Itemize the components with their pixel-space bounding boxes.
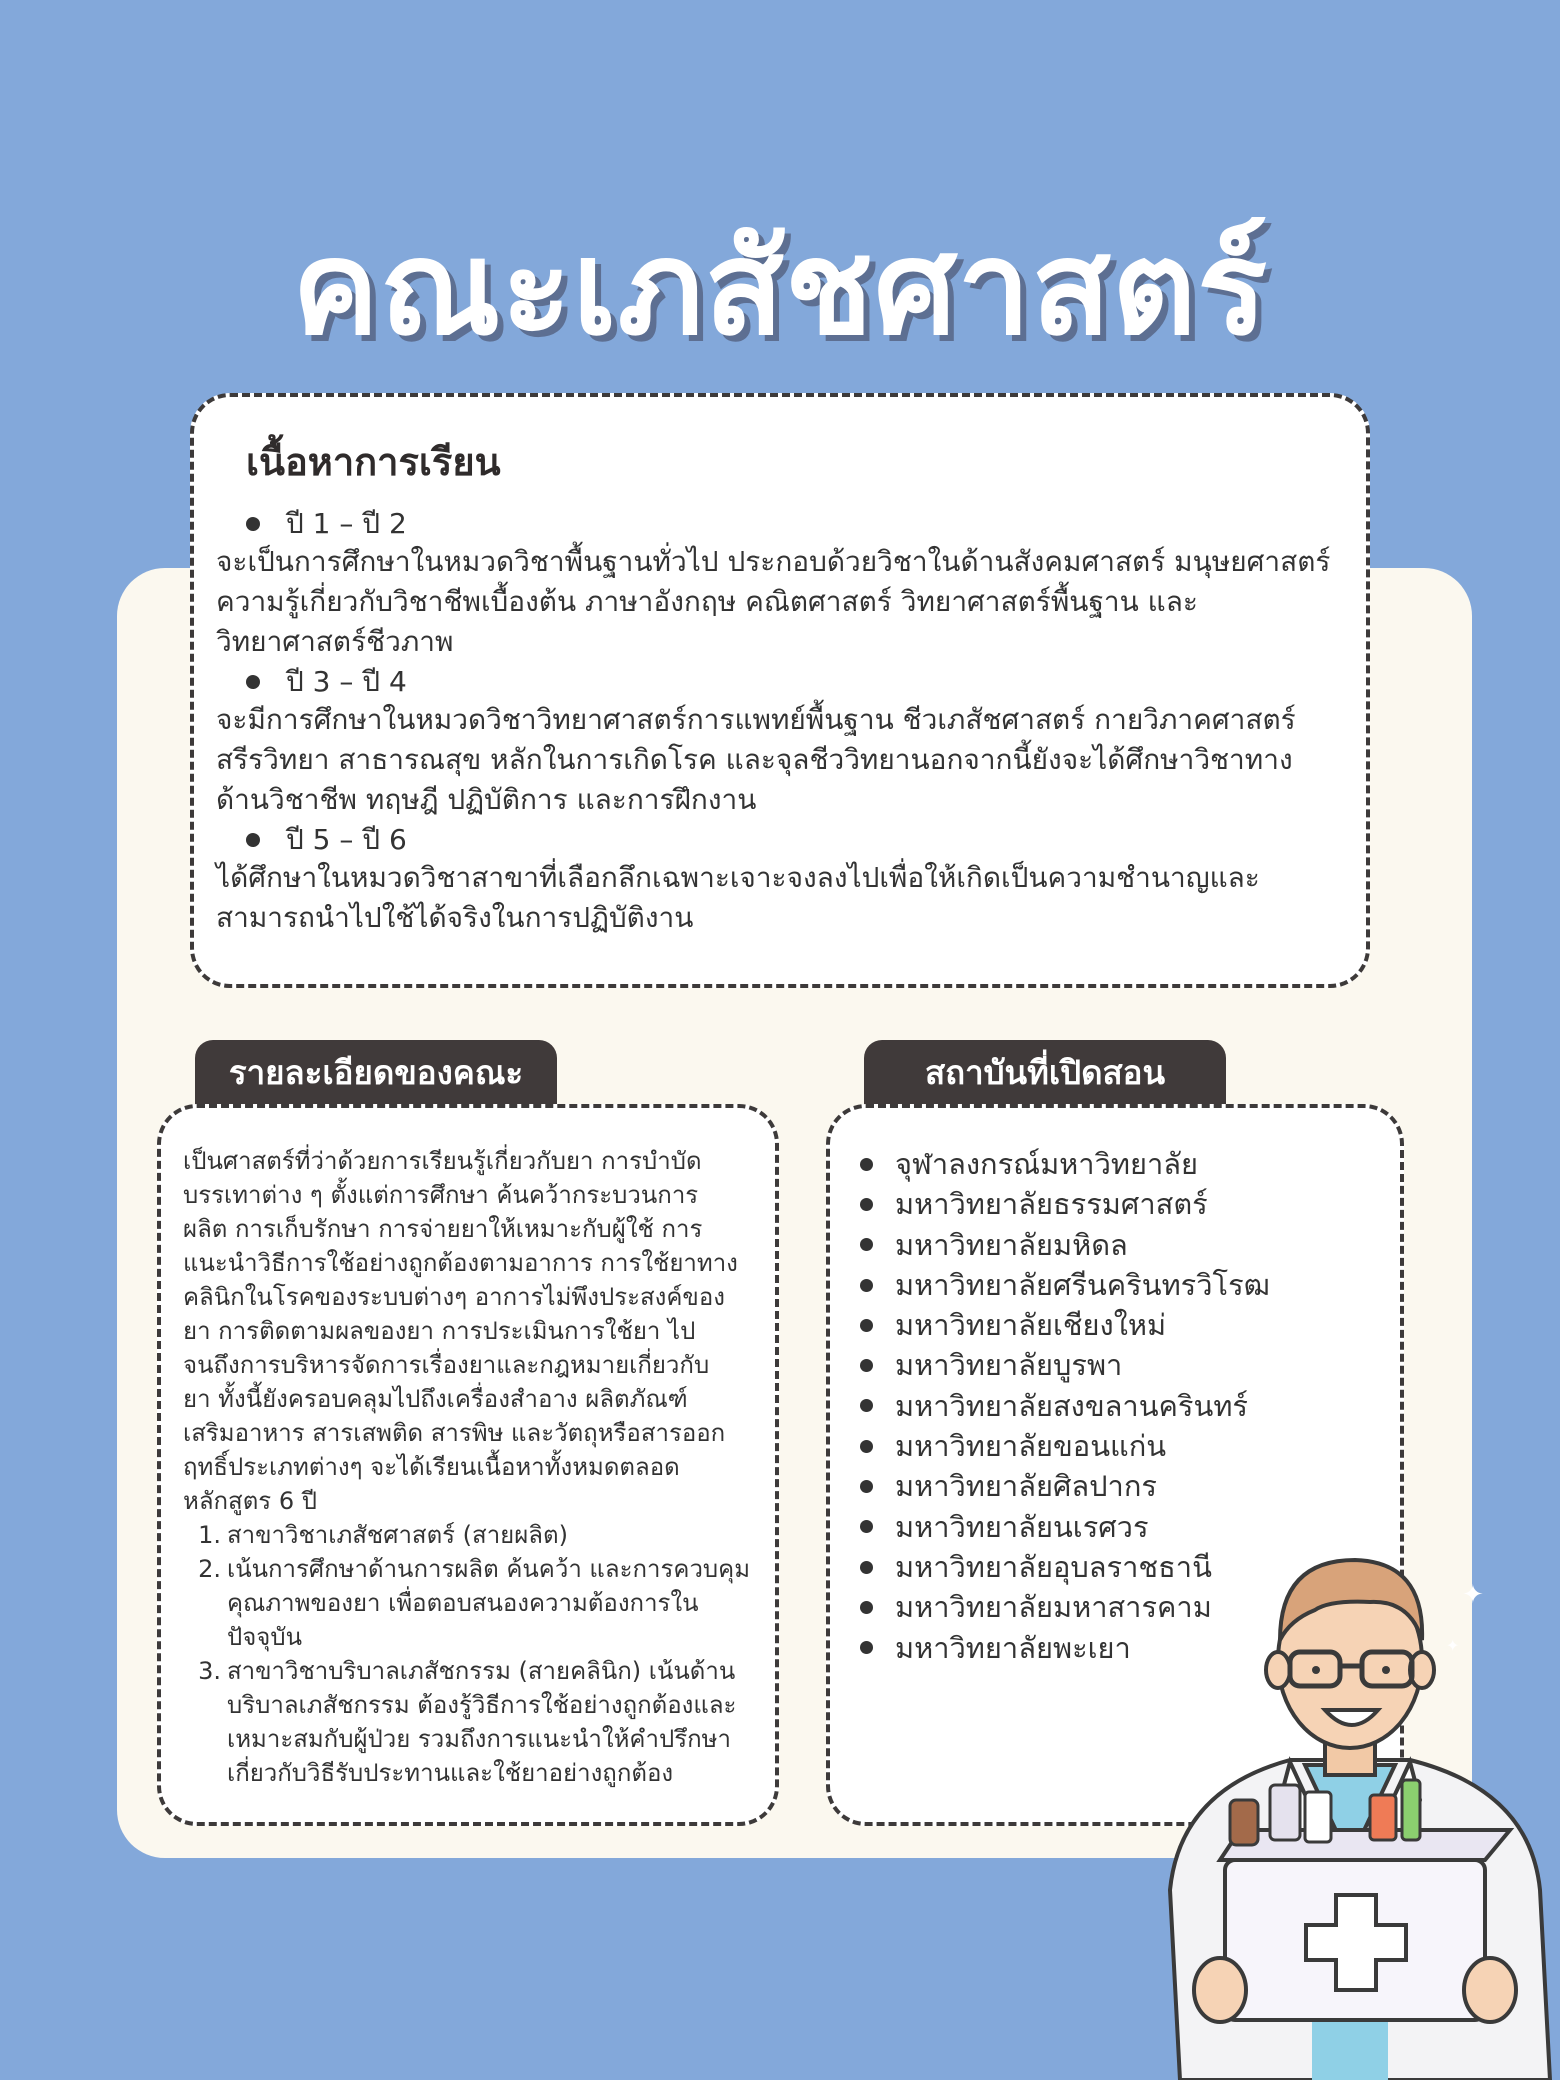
bullet-icon (860, 1238, 873, 1251)
list-item-line: เน้นการศึกษาด้านการผลิต ค้นคว้า และการควบคุม (227, 1555, 751, 1583)
bullet-icon (860, 1158, 873, 1171)
list-number: 1. (198, 1521, 221, 1549)
details-line: ยา ทั้งนี้ยังครอบคลุมไปถึงเครื่องสำอาง ผลิตภัณฑ์ (183, 1385, 688, 1413)
bullet-icon (860, 1601, 873, 1614)
institution-name: มหาวิทยาลัยอุบลราชธานี (895, 1549, 1212, 1584)
institution-item (860, 1426, 1380, 1466)
details-card (157, 1104, 779, 1826)
bullet-icon (860, 1480, 873, 1493)
list-item-line: ปัจจุบัน (227, 1623, 302, 1651)
institutions-tab: สถาบันที่เปิดสอน (864, 1040, 1226, 1110)
year-description-line: ด้านวิชาชีพ ทฤษฎี ปฏิบัติการ และการฝึกงาน (216, 783, 757, 816)
list-item-line: เกี่ยวกับวิธีรับประทานและใช้ยาอย่างถูกต้อง (227, 1759, 674, 1787)
sparkle-icon: ✦ (1462, 1580, 1484, 1610)
bullet-icon (860, 1198, 873, 1211)
year-label (216, 506, 1336, 542)
institution-name: มหาวิทยาลัยขอนแก่น (895, 1429, 1167, 1464)
institution-name: มหาวิทยาลัยศรีนครินทรวิโรฒ (895, 1267, 1270, 1302)
institution-name: มหาวิทยาลัยนเรศวร (895, 1509, 1149, 1544)
details-line: ยา การติดตามผลของยา การประเมินการใช้ยา ไป (183, 1317, 696, 1345)
institution-item (860, 1466, 1380, 1506)
details-tab: รายละเอียดของคณะ (195, 1040, 557, 1110)
details-line: บรรเทาต่าง ๆ ตั้งแต่การศึกษา ค้นคว้ากระบวนการ (183, 1181, 699, 1209)
year-block (216, 822, 1336, 938)
bullet-icon (860, 1399, 873, 1412)
institution-name: มหาวิทยาลัยบูรพา (895, 1348, 1123, 1383)
list-item-text (227, 1552, 753, 1654)
year-label-text: ปี 1 – ปี 2 (286, 507, 407, 540)
list-item-text (227, 1654, 753, 1790)
institution-name: มหาวิทยาลัยธรรมศาสตร์ (895, 1187, 1208, 1222)
institution-item (860, 1386, 1380, 1426)
year-description-line: จะมีการศึกษาในหมวดวิชาวิทยาศาสตร์การแพทย์พื้นฐาน ชีวเภสัชศาสตร์ กายวิภาคศาสตร์ (216, 703, 1296, 736)
year-label-text: ปี 3 – ปี 4 (286, 665, 407, 698)
institution-name: มหาวิทยาลัยสงขลานครินทร์ (895, 1388, 1249, 1423)
details-list-item (183, 1552, 753, 1654)
institution-item (860, 1144, 1380, 1184)
list-number: 3. (198, 1657, 221, 1685)
sparkle-icon: ✦ (1250, 1622, 1264, 1641)
details-line: ฤทธิ์ประเภทต่างๆ จะได้เรียนเนื้อหาทั้งหมดตลอด (183, 1453, 680, 1481)
details-line: หลักสูตร 6 ปี (183, 1487, 317, 1515)
details-line: เป็นศาสตร์ที่ว่าด้วยการเรียนรู้เกี่ยวกับยา การบำบัด (183, 1147, 702, 1175)
sparkle-icon: ✦ (1228, 1568, 1254, 1603)
list-item-line: บริบาลเภสัชกรรม ต้องรู้วิธีการใช้อย่างถูกต้องและ (227, 1691, 737, 1719)
year-description-line: ความรู้เกี่ยวกับวิชาชีพเบื้องต้น ภาษาอังกฤษ คณิตศาสตร์ วิทยาศาสตร์พื้นฐาน และ (216, 585, 1198, 618)
bullet-icon (246, 833, 260, 847)
details-list-item (183, 1518, 753, 1552)
list-item-line: สาขาวิชาเภสัชศาสตร์ (สายผลิต) (227, 1521, 568, 1549)
list-item-line: คุณภาพของยา เพื่อตอบสนองความต้องการใน (227, 1589, 699, 1617)
details-line: ผลิต การเก็บรักษา การจ่ายยาให้เหมาะกับผู้ใช้ การ (183, 1215, 703, 1243)
year-block (216, 664, 1336, 820)
details-line: เสริมอาหาร สารเสพติด สารพิษ และวัตถุหรือสารออก (183, 1419, 726, 1447)
curriculum-heading: เนื้อหาการเรียน (246, 440, 501, 484)
year-block (216, 506, 1336, 662)
year-description-line: วิทยาศาสตร์ชีวภาพ (216, 625, 454, 658)
institution-item (860, 1225, 1380, 1265)
bullet-icon (860, 1440, 873, 1453)
institution-item (860, 1265, 1380, 1305)
details-list-item (183, 1654, 753, 1790)
institution-name: มหาวิทยาลัยมหิดล (895, 1227, 1128, 1262)
institution-name: มหาวิทยาลัยศิลปากร (895, 1469, 1157, 1504)
details-list (183, 1518, 753, 1790)
bullet-icon (860, 1641, 873, 1654)
list-item-text (227, 1518, 753, 1552)
year-description-line: สามารถนำไปใช้ได้จริงในการปฏิบัติงาน (216, 901, 694, 934)
bullet-icon (246, 675, 260, 689)
curriculum-years (216, 506, 1336, 938)
year-description-line: สรีรวิทยา สาธารณสุข หลักในการเกิดโรค และจุลชีววิทยานอกจากนี้ยังจะได้ศึกษาวิชาทาง (216, 743, 1293, 776)
pharmacist-illustration-icon (1140, 1530, 1560, 2080)
details-line: คลินิกในโรคของระบบต่างๆ อาการไม่พึงประสงค์ของ (183, 1283, 725, 1311)
institution-item (860, 1345, 1380, 1385)
institution-name: มหาวิทยาลัยพะเยา (895, 1630, 1131, 1665)
list-number: 2. (198, 1555, 221, 1583)
bullet-icon (860, 1359, 873, 1372)
curriculum-card (190, 393, 1370, 988)
year-description-line: จะเป็นการศึกษาในหมวดวิชาพื้นฐานทั่วไป ประกอบด้วยวิชาในด้านสังคมศาสตร์ มนุษยศาสตร์ (216, 545, 1331, 578)
year-label (216, 664, 1336, 700)
bullet-icon (860, 1279, 873, 1292)
year-label (216, 822, 1336, 858)
institution-item (860, 1305, 1380, 1345)
year-label-text: ปี 5 – ปี 6 (286, 823, 407, 856)
page-title: คณะเภสัชศาสตร์ (291, 212, 1269, 364)
details-paragraph (183, 1144, 753, 1518)
institution-name: มหาวิทยาลัยเชียงใหม่ (895, 1308, 1167, 1343)
list-item-line: เหมาะสมกับผู้ป่วย รวมถึงการแนะนำให้คำปรึกษา (227, 1725, 731, 1753)
institution-item (860, 1184, 1380, 1224)
bullet-icon (860, 1319, 873, 1332)
bullet-icon (860, 1520, 873, 1533)
list-item-line: สาขาวิชาบริบาลเภสัชกรรม (สายคลินิก) เน้นด้าน (227, 1657, 736, 1685)
year-description-line: ได้ศึกษาในหมวดวิชาสาขาที่เลือกลึกเฉพาะเจาะจงลงไปเพื่อให้เกิดเป็นความชำนาญและ (216, 861, 1260, 894)
details-line: แนะนำวิธีการใช้อย่างถูกต้องตามอาการ การใช้ยาทาง (183, 1249, 738, 1277)
bullet-icon (246, 517, 260, 531)
details-line: จนถึงการบริหารจัดการเรื่องยาและกฎหมายเกี่ยวกับ (183, 1351, 710, 1379)
bullet-icon (860, 1561, 873, 1574)
institution-name: จุฬาลงกรณ์มหาวิทยาลัย (895, 1147, 1199, 1181)
sparkle-icon: ✦ (1446, 1636, 1460, 1655)
institution-name: มหาวิทยาลัยมหาสารคาม (895, 1590, 1212, 1625)
